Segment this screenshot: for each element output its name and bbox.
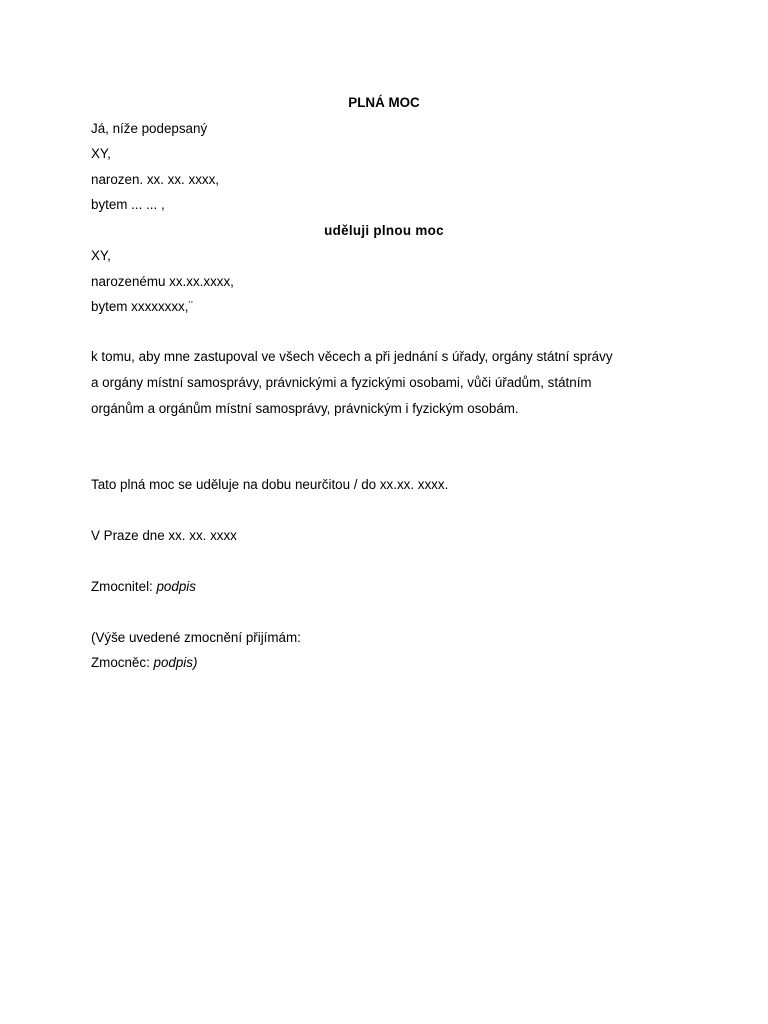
grantor-address: bytem ... ... , [91,197,165,212]
agent-signature-label: Zmocněc: [91,655,154,670]
agent-birth-date: narozenému xx.xx.xxxx, [91,274,234,289]
grantor-name: XY, [91,146,111,161]
acceptance-line: (Výše uvedené zmocnění přijímám: [91,630,301,645]
agent-signature-line [91,655,197,671]
scope-line-3: orgánům a orgánům místní samosprávy, právnickým i fyzickým osobám. [91,401,519,416]
scope-line-2: a orgány místní samosprávy, právnickými a fyzickými osobami, vůči úřadům, státním [91,375,592,390]
scope-line-1: k tomu, aby mne zastupoval ve všech věcech a při jednání s úřady, orgány státní správy [91,349,613,364]
principal-signature-line [91,579,196,595]
grant-heading: uděluji plnou moc [324,223,444,238]
grantor-intro: Já, níže podepsaný [91,121,208,136]
agent-name: XY, [91,248,111,263]
grantor-birth-date: narozen. xx. xx. xxxx, [91,172,219,187]
principal-signature-label: Zmocnitel: [91,579,157,594]
duration-clause: Tato plná moc se uděluje na dobu neurčitou / do xx.xx. xxxx. [91,477,449,492]
agent-signature-value: podpis) [153,655,198,670]
agent-address: bytem xxxxxxxx,¨ [91,299,193,314]
place-and-date: V Praze dne xx. xx. xxxx [91,528,237,543]
document-title: PLNÁ MOC [348,95,420,110]
principal-signature-value: podpis [156,579,196,594]
